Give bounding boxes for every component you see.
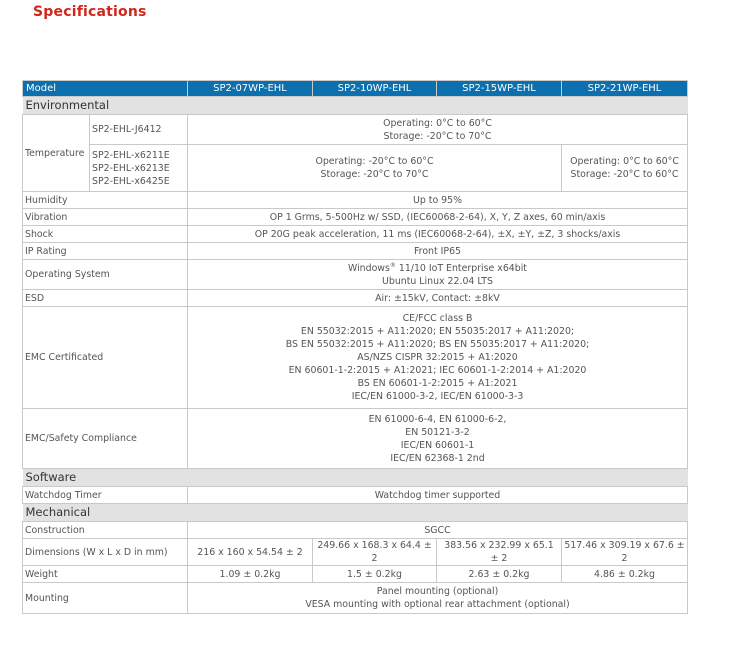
header-model-10: SP2-10WP-EHL (313, 81, 437, 97)
value-line: IEC/EN 61000-3-2, IEC/EN 61000-3-3 (351, 391, 524, 402)
value-line: Storage: -20°C to 70°C (383, 130, 492, 142)
value-line: Operating: 0°C to 60°C (383, 117, 492, 129)
sub-model: SP2-EHL-x6425E (92, 175, 170, 187)
construction-label: Construction (23, 522, 188, 539)
table-row (23, 522, 688, 539)
emc-safety-value (188, 409, 688, 469)
value-line: BS EN 55032:2015 + A11:2020; BS EN 55035:2017 + A11:2020; (285, 339, 590, 350)
emc-certificated-label: EMC Certificated (23, 307, 188, 409)
table-row (23, 145, 688, 192)
vibration-value: OP 1 Grms, 5-500Hz w/ SSD, (IEC60068-2-64), X, Y, Z axes, 60 min/axis (188, 209, 688, 226)
value-line: EN 61000-6-4, EN 61000-6-2, (368, 413, 507, 425)
temperature-value-j6412 (188, 115, 688, 145)
specifications-table (22, 80, 688, 614)
os-windows-version: 11/10 IoT Enterprise x64bit (395, 262, 527, 274)
header-model-15: SP2-15WP-EHL (437, 81, 562, 97)
value-line: EN 60601-1-2:2015 + A1:2021; IEC 60601-1-2:2014 + A1:2020 (288, 365, 587, 376)
shock-value: OP 20G peak acceleration, 11 ms (IEC60068-2-64), ±X, ±Y, ±Z, 3 shocks/axis (188, 226, 688, 243)
value-line: BS EN 60601-1-2:2015 + A1:2021 (357, 378, 518, 389)
value-line: AS/NZS CISPR 32:2015 + A1:2020 (357, 352, 518, 363)
weight-label: Weight (23, 566, 188, 583)
watchdog-value: Watchdog timer supported (188, 487, 688, 504)
section-environmental: Environmental (23, 97, 688, 115)
os-label: Operating System (23, 260, 188, 290)
watchdog-label: Watchdog Timer (23, 487, 188, 504)
table-row (23, 260, 688, 290)
header-model: Model (23, 81, 188, 97)
ip-rating-label: IP Rating (23, 243, 188, 260)
table-row (23, 192, 688, 209)
temperature-sub-j6412: SP2-EHL-J6412 (90, 115, 188, 145)
section-row (23, 504, 688, 522)
table-row (23, 583, 688, 614)
sub-model: SP2-EHL-x6213E (92, 162, 170, 174)
registered-mark: ® (389, 261, 396, 269)
table-row (23, 243, 688, 260)
esd-value: Air: ±15kV, Contact: ±8kV (188, 290, 688, 307)
construction-value: SGCC (188, 522, 688, 539)
table-row (23, 209, 688, 226)
temperature-label: Temperature (23, 115, 90, 192)
os-line-ubuntu: Ubuntu Linux 22.04 LTS (382, 275, 493, 287)
sub-model: SP2-EHL-x6211E (92, 149, 170, 161)
table-row (23, 307, 688, 409)
temperature-value-x-b (562, 145, 688, 192)
dimensions-label: Dimensions (W x L x D in mm) (23, 539, 188, 566)
table-row (23, 487, 688, 504)
shock-label: Shock (23, 226, 188, 243)
emc-certificated-value (188, 307, 688, 409)
esd-label: ESD (23, 290, 188, 307)
value-line: Storage: -20°C to 60°C (570, 169, 679, 180)
humidity-label: Humidity (23, 192, 188, 209)
section-row (23, 469, 688, 487)
weight-value-15: 2.63 ± 0.2kg (437, 566, 562, 583)
dimensions-value-10: 249.66 x 168.3 x 64.4 ± 2 (313, 539, 437, 566)
dimensions-value-15: 383.56 x 232.99 x 65.1 ± 2 (437, 539, 562, 566)
value-line: EN 50121-3-2 (405, 426, 470, 438)
value-line: EN 55032:2015 + A11:2020; EN 55035:2017 + A11:2020; (300, 326, 575, 337)
ip-rating-value: Front IP65 (188, 243, 688, 260)
value-line: IEC/EN 62368-1 2nd (390, 452, 485, 464)
table-row (23, 409, 688, 469)
weight-value-21: 4.86 ± 0.2kg (562, 566, 688, 583)
section-software: Software (23, 469, 688, 487)
temperature-value-x-a (188, 145, 562, 192)
mounting-value (188, 583, 688, 614)
table-row (23, 115, 688, 145)
header-model-21: SP2-21WP-EHL (562, 81, 688, 97)
humidity-value: Up to 95% (188, 192, 688, 209)
dimensions-value-21: 517.46 x 309.19 x 67.6 ± 2 (562, 539, 688, 566)
table-row (23, 226, 688, 243)
vibration-label: Vibration (23, 209, 188, 226)
section-mechanical: Mechanical (23, 504, 688, 522)
weight-value-07: 1.09 ± 0.2kg (188, 566, 313, 583)
os-value (188, 260, 688, 290)
os-line-windows (190, 262, 685, 275)
header-model-07: SP2-07WP-EHL (188, 81, 313, 97)
value-line: CE/FCC class B (402, 313, 473, 324)
mounting-label: Mounting (23, 583, 188, 614)
page-title: Specifications (33, 4, 147, 20)
value-line: Panel mounting (optional) (376, 586, 499, 597)
value-line: Operating: 0°C to 60°C (570, 156, 679, 167)
value-line: VESA mounting with optional rear attachment (optional) (305, 599, 570, 610)
weight-value-10: 1.5 ± 0.2kg (313, 566, 437, 583)
os-windows: Windows (348, 262, 390, 274)
emc-safety-label: EMC/Safety Compliance (23, 409, 188, 469)
value-line: Operating: -20°C to 60°C (315, 156, 434, 167)
value-line: Storage: -20°C to 70°C (320, 169, 429, 180)
table-row (23, 290, 688, 307)
temperature-sub-x-models (90, 145, 188, 192)
table-row (23, 539, 688, 566)
table-row (23, 566, 688, 583)
dimensions-value-07: 216 x 160 x 54.54 ± 2 (188, 539, 313, 566)
section-row (23, 97, 688, 115)
value-line: IEC/EN 60601-1 (400, 439, 475, 451)
table-header-row (23, 81, 688, 97)
